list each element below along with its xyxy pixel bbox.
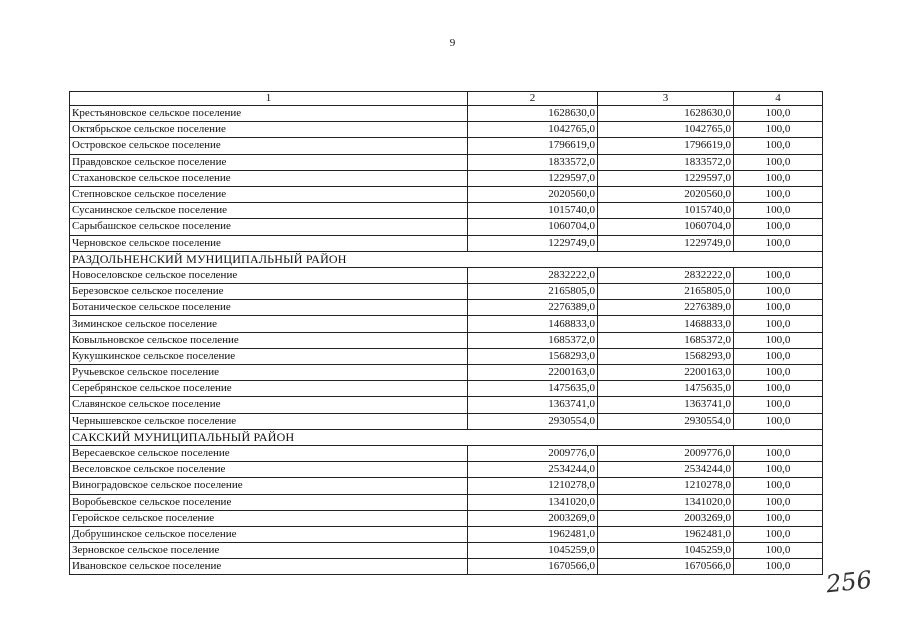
- settlement-name: Воробьевское сельское поселение: [70, 494, 468, 510]
- settlement-name: Стахановское сельское поселение: [70, 170, 468, 186]
- district-row: [70, 429, 823, 445]
- table-row: [70, 510, 823, 526]
- percent-col4: 100,0: [734, 365, 823, 381]
- table-row: [70, 397, 823, 413]
- percent-col4: 100,0: [734, 154, 823, 170]
- budget-table: [69, 91, 823, 575]
- table-row: [70, 381, 823, 397]
- amount-col2: 2534244,0: [468, 462, 598, 478]
- settlement-name: Кукушкинское сельское поселение: [70, 348, 468, 364]
- percent-col4: 100,0: [734, 413, 823, 429]
- table-row: [70, 348, 823, 364]
- percent-col4: 100,0: [734, 186, 823, 202]
- table-row: [70, 170, 823, 186]
- amount-col2: 1475635,0: [468, 381, 598, 397]
- settlement-name: Веселовское сельское поселение: [70, 462, 468, 478]
- table-row: [70, 316, 823, 332]
- table-row: [70, 478, 823, 494]
- amount-col2: 1363741,0: [468, 397, 598, 413]
- amount-col2: 2832222,0: [468, 267, 598, 283]
- amount-col3: 2832222,0: [598, 267, 734, 283]
- amount-col3: 2009776,0: [598, 445, 734, 461]
- amount-col2: 2276389,0: [468, 300, 598, 316]
- amount-col3: 1475635,0: [598, 381, 734, 397]
- amount-col3: 1042765,0: [598, 122, 734, 138]
- column-header: 3: [598, 92, 734, 106]
- amount-col3: 1060704,0: [598, 219, 734, 235]
- settlement-name: Степновское сельское поселение: [70, 186, 468, 202]
- amount-col3: 2534244,0: [598, 462, 734, 478]
- amount-col2: 2200163,0: [468, 365, 598, 381]
- percent-col4: 100,0: [734, 462, 823, 478]
- percent-col4: 100,0: [734, 332, 823, 348]
- amount-col2: 1833572,0: [468, 154, 598, 170]
- amount-col2: 1568293,0: [468, 348, 598, 364]
- settlement-name: Октябрьское сельское поселение: [70, 122, 468, 138]
- settlement-name: Виноградовское сельское поселение: [70, 478, 468, 494]
- amount-col2: 2020560,0: [468, 186, 598, 202]
- settlement-name: Березовское сельское поселение: [70, 284, 468, 300]
- percent-col4: 100,0: [734, 526, 823, 542]
- percent-col4: 100,0: [734, 381, 823, 397]
- settlement-name: Ручьевское сельское поселение: [70, 365, 468, 381]
- amount-col2: 1042765,0: [468, 122, 598, 138]
- settlement-name: Зиминское сельское поселение: [70, 316, 468, 332]
- percent-col4: 100,0: [734, 494, 823, 510]
- settlement-name: Новоселовское сельское поселение: [70, 267, 468, 283]
- percent-col4: 100,0: [734, 510, 823, 526]
- amount-col2: 1468833,0: [468, 316, 598, 332]
- percent-col4: 100,0: [734, 138, 823, 154]
- table-row: [70, 462, 823, 478]
- amount-col2: 1670566,0: [468, 559, 598, 575]
- percent-col4: 100,0: [734, 267, 823, 283]
- amount-col3: 1670566,0: [598, 559, 734, 575]
- table-row: [70, 154, 823, 170]
- table-row: [70, 445, 823, 461]
- settlement-name: Зерновское сельское поселение: [70, 543, 468, 559]
- settlement-name: Правдовское сельское поселение: [70, 154, 468, 170]
- table-row: [70, 300, 823, 316]
- amount-col3: 1685372,0: [598, 332, 734, 348]
- percent-col4: 100,0: [734, 445, 823, 461]
- amount-col3: 2276389,0: [598, 300, 734, 316]
- percent-col4: 100,0: [734, 235, 823, 251]
- amount-col3: 2200163,0: [598, 365, 734, 381]
- percent-col4: 100,0: [734, 284, 823, 300]
- amount-col2: 1060704,0: [468, 219, 598, 235]
- column-header: 1: [70, 92, 468, 106]
- amount-col2: 2003269,0: [468, 510, 598, 526]
- amount-col2: 1685372,0: [468, 332, 598, 348]
- amount-col3: 2020560,0: [598, 186, 734, 202]
- settlement-name: Островское сельское поселение: [70, 138, 468, 154]
- amount-col2: 1628630,0: [468, 106, 598, 122]
- settlement-name: Сусанинское сельское поселение: [70, 203, 468, 219]
- settlement-name: Добрушинское сельское поселение: [70, 526, 468, 542]
- amount-col2: 2165805,0: [468, 284, 598, 300]
- table-body: [70, 92, 823, 575]
- settlement-name: Геройское сельское поселение: [70, 510, 468, 526]
- page-number: 9: [449, 37, 456, 49]
- amount-col2: 2009776,0: [468, 445, 598, 461]
- table-row: [70, 203, 823, 219]
- table-row: [70, 122, 823, 138]
- table-row: [70, 559, 823, 575]
- percent-col4: 100,0: [734, 106, 823, 122]
- amount-col3: 2003269,0: [598, 510, 734, 526]
- settlement-name: Ботаническое сельское поселение: [70, 300, 468, 316]
- amount-col3: 1363741,0: [598, 397, 734, 413]
- settlement-name: Чернышевское сельское поселение: [70, 413, 468, 429]
- percent-col4: 100,0: [734, 300, 823, 316]
- amount-col3: 1796619,0: [598, 138, 734, 154]
- amount-col2: 1796619,0: [468, 138, 598, 154]
- percent-col4: 100,0: [734, 559, 823, 575]
- district-name: САКСКИЙ МУНИЦИПАЛЬНЫЙ РАЙОН: [70, 429, 823, 445]
- amount-col2: 1962481,0: [468, 526, 598, 542]
- amount-col2: 2930554,0: [468, 413, 598, 429]
- amount-col3: 1045259,0: [598, 543, 734, 559]
- table-row: [70, 219, 823, 235]
- table-row: [70, 413, 823, 429]
- amount-col2: 1229597,0: [468, 170, 598, 186]
- table-row: [70, 284, 823, 300]
- settlement-name: Сарыбашское сельское поселение: [70, 219, 468, 235]
- table-row: [70, 526, 823, 542]
- table-row: [70, 494, 823, 510]
- table-row: [70, 543, 823, 559]
- percent-col4: 100,0: [734, 219, 823, 235]
- amount-col3: 1628630,0: [598, 106, 734, 122]
- settlement-name: Вересаевское сельское поселение: [70, 445, 468, 461]
- percent-col4: 100,0: [734, 478, 823, 494]
- amount-col3: 1341020,0: [598, 494, 734, 510]
- column-header: 2: [468, 92, 598, 106]
- settlement-name: Черновское сельское поселение: [70, 235, 468, 251]
- amount-col3: 1962481,0: [598, 526, 734, 542]
- amount-col3: 2930554,0: [598, 413, 734, 429]
- table-row: [70, 267, 823, 283]
- settlement-name: Ковыльновское сельское поселение: [70, 332, 468, 348]
- column-header: 4: [734, 92, 823, 106]
- settlement-name: Ивановское сельское поселение: [70, 559, 468, 575]
- amount-col3: 1568293,0: [598, 348, 734, 364]
- amount-col3: 1015740,0: [598, 203, 734, 219]
- amount-col3: 1229597,0: [598, 170, 734, 186]
- amount-col3: 1833572,0: [598, 154, 734, 170]
- table-row: [70, 138, 823, 154]
- amount-col2: 1045259,0: [468, 543, 598, 559]
- table-row: [70, 365, 823, 381]
- percent-col4: 100,0: [734, 170, 823, 186]
- table-row: [70, 332, 823, 348]
- settlement-name: Серебрянское сельское поселение: [70, 381, 468, 397]
- percent-col4: 100,0: [734, 122, 823, 138]
- amount-col2: 1015740,0: [468, 203, 598, 219]
- handwritten-page-number: 256: [824, 565, 874, 599]
- amount-col2: 1229749,0: [468, 235, 598, 251]
- amount-col3: 1229749,0: [598, 235, 734, 251]
- amount-col3: 2165805,0: [598, 284, 734, 300]
- table-row: [70, 235, 823, 251]
- percent-col4: 100,0: [734, 203, 823, 219]
- table-row: [70, 186, 823, 202]
- amount-col3: 1210278,0: [598, 478, 734, 494]
- amount-col2: 1341020,0: [468, 494, 598, 510]
- table-row: [70, 106, 823, 122]
- amount-col3: 1468833,0: [598, 316, 734, 332]
- table-header-row: [70, 92, 823, 106]
- amount-col2: 1210278,0: [468, 478, 598, 494]
- settlement-name: Славянское сельское поселение: [70, 397, 468, 413]
- district-row: [70, 251, 823, 267]
- percent-col4: 100,0: [734, 543, 823, 559]
- percent-col4: 100,0: [734, 397, 823, 413]
- settlement-name: Крестьяновское сельское поселение: [70, 106, 468, 122]
- district-name: РАЗДОЛЬНЕНСКИЙ МУНИЦИПАЛЬНЫЙ РАЙОН: [70, 251, 823, 267]
- percent-col4: 100,0: [734, 316, 823, 332]
- percent-col4: 100,0: [734, 348, 823, 364]
